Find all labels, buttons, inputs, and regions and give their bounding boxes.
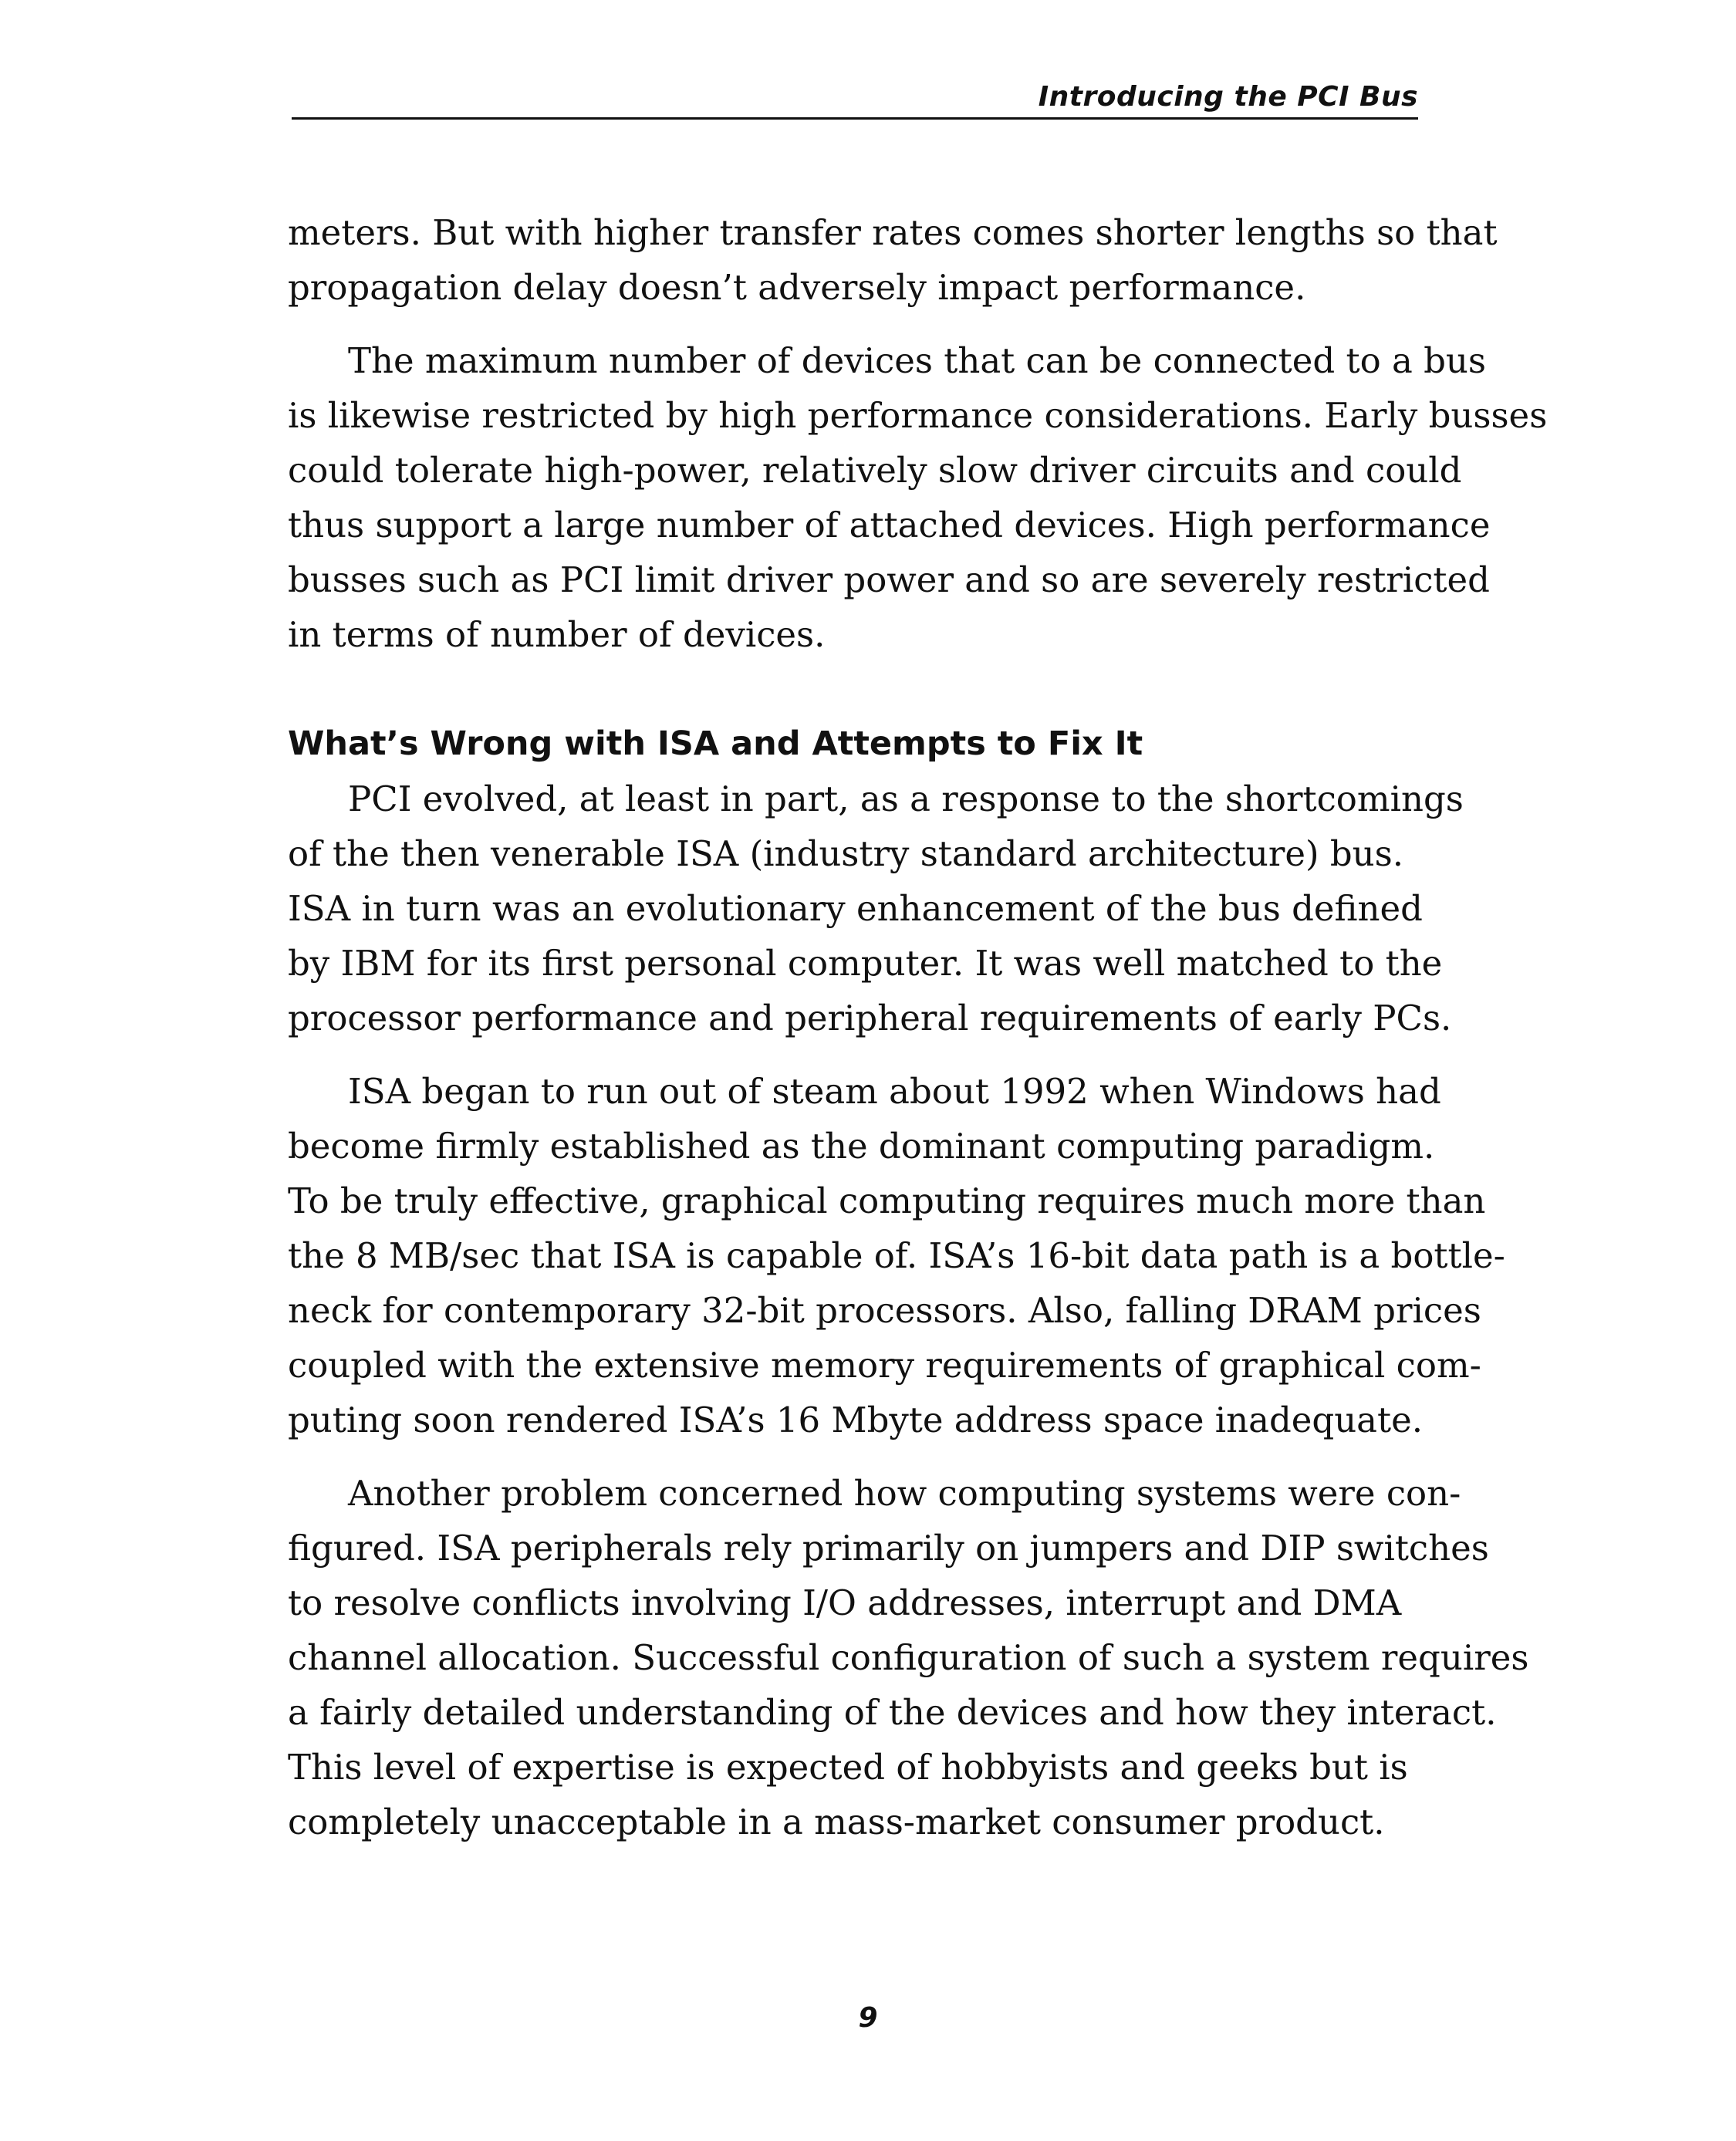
running-head: Introducing the PCI Bus: [1038, 81, 1418, 113]
section-heading: What’s Wrong with ISA and Attempts to Fix It: [288, 724, 1143, 763]
text-line: ISA in turn was an evolutionary enhancement of the bus defined: [288, 888, 1423, 929]
text-line: puting soon rendered ISA’s 16 Mbyte address space inadequate.: [288, 1400, 1424, 1440]
text-line: thus support a large number of attached devices. High performance: [288, 505, 1491, 545]
text-line: the 8 MB/sec that ISA is capable of. ISA’s 16-bit data path is a bottle-: [288, 1235, 1505, 1276]
paragraph-configuration: [288, 1466, 1529, 1849]
text-line: could tolerate high-power, relatively slow driver circuits and could: [288, 450, 1462, 491]
text-line: by IBM for its first personal computer. It was well matched to the: [288, 943, 1443, 984]
text-line: coupled with the extensive memory requirements of graphical com-: [288, 1345, 1481, 1386]
text-line: in terms of number of devices.: [288, 614, 826, 655]
paragraph-pci-evolved: [288, 772, 1464, 1045]
text-line: meters. But with higher transfer rates comes shorter lengths so that: [288, 212, 1498, 253]
paragraph-isa-steam: [288, 1064, 1505, 1447]
text-line: Another problem concerned how computing systems were con-: [348, 1473, 1461, 1514]
body-text: [288, 205, 1548, 1868]
text-line: neck for contemporary 32-bit processors. Also, falling DRAM prices: [288, 1290, 1481, 1331]
text-line: completely unacceptable in a mass-market consumer product.: [288, 1802, 1385, 1842]
header-rule: [292, 117, 1418, 120]
text-line: figured. ISA peripherals rely primarily on jumpers and DIP switches: [288, 1528, 1489, 1569]
text-line: become firmly established as the dominant computing paradigm.: [288, 1126, 1435, 1167]
paragraph-max-devices: [288, 333, 1548, 662]
text-line: is likewise restricted by high performance considerations. Early busses: [288, 395, 1548, 436]
page-number: 9: [858, 2002, 878, 2034]
text-line: ISA began to run out of steam about 1992 when Windows had: [348, 1071, 1441, 1112]
text-line: The maximum number of devices that can be connected to a bus: [348, 340, 1487, 381]
text-line: channel allocation. Successful configuration of such a system requires: [288, 1637, 1529, 1678]
text-line: processor performance and peripheral requirements of early PCs.: [288, 998, 1452, 1038]
text-line: busses such as PCI limit driver power and so are severely restricted: [288, 559, 1490, 600]
text-line: a fairly detailed understanding of the devices and how they interact.: [288, 1692, 1497, 1733]
text-line: of the then venerable ISA (industry standard architecture) bus.: [288, 833, 1404, 874]
text-line: propagation delay doesn’t adversely impact performance.: [288, 267, 1306, 308]
text-line: To be truly effective, graphical computing requires much more than: [288, 1180, 1486, 1221]
paragraph-continued: [288, 205, 1498, 315]
text-line: to resolve conflicts involving I/O addresses, interrupt and DMA: [288, 1582, 1402, 1623]
text-line: This level of expertise is expected of hobbyists and geeks but is: [288, 1747, 1408, 1788]
text-line: PCI evolved, at least in part, as a response to the shortcomings: [348, 778, 1464, 819]
